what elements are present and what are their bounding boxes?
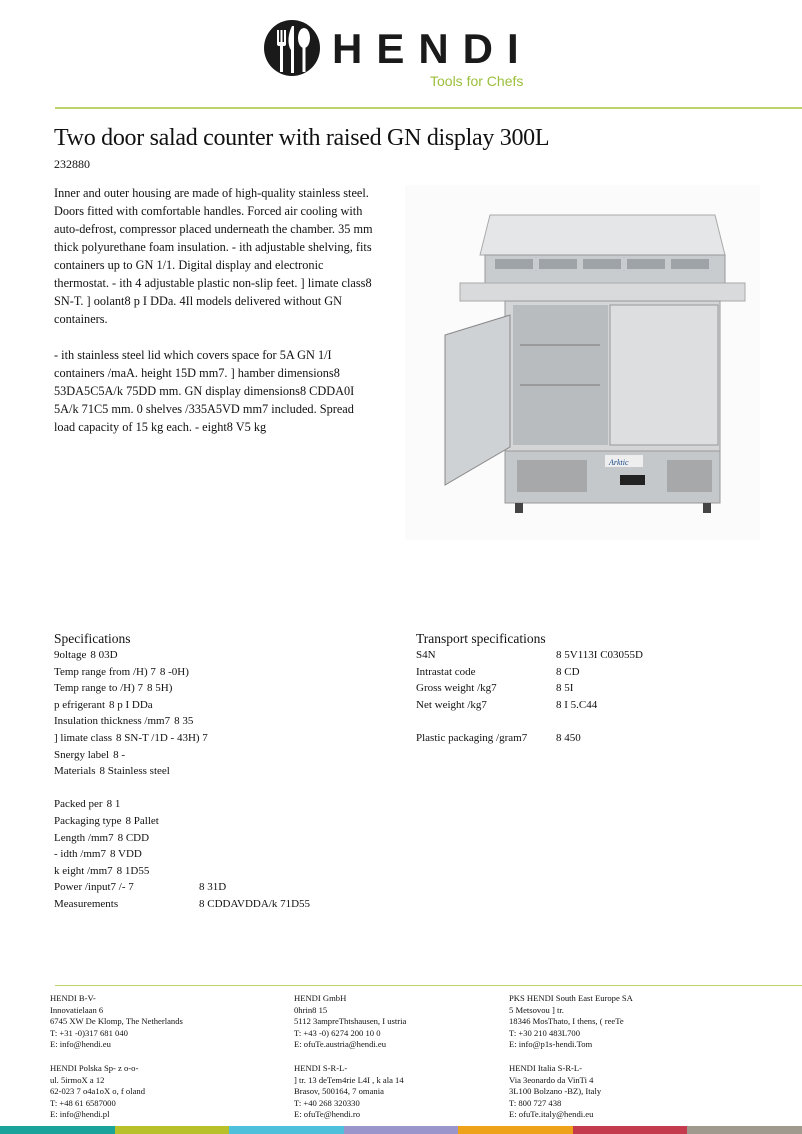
spec-value: 8 1D55: [116, 864, 150, 877]
footer-divider: [55, 985, 802, 986]
footer-address: [294, 1063, 406, 1121]
footer-line: HENDI GmbH: [294, 993, 347, 1003]
footer-line: 5 Metsovou ] tr.: [509, 1004, 564, 1015]
spec-row: [54, 879, 310, 896]
spec-value: 8 450: [556, 731, 581, 744]
spec-value: 8 31D: [199, 881, 227, 894]
footer-line: PKS HENDI South East Europe SA: [509, 993, 633, 1003]
footer-line: 18346 MosThato, I thens, ( reeTe: [509, 1016, 624, 1027]
spec-label: Gross weight /kg7: [416, 682, 497, 695]
spec-label: p efrigerant: [54, 698, 105, 711]
footer-line: 5112 3ampreThtshausen, I ustria: [294, 1016, 407, 1027]
spec-label: Packaging type: [54, 814, 122, 827]
footer-line: E: ofuTe.italy@hendi.eu: [509, 1109, 594, 1120]
spec-row: [54, 697, 310, 714]
spec-value: 8 5I: [556, 682, 574, 695]
footer-line: E: info@p1s-hendi.Tom: [509, 1039, 593, 1050]
product-title: Two door salad counter with raised GN display 300L: [54, 125, 550, 151]
spec-row: [54, 664, 310, 681]
spec-label: - idth /mm7: [54, 848, 106, 861]
transport-heading: Transport specifications: [416, 631, 546, 646]
footer-line: 0hrin8 15: [294, 1004, 328, 1015]
spec-label: Packed per: [54, 798, 103, 811]
footer-line: E: ofuTe.austria@hendi.eu: [294, 1039, 387, 1050]
footer-line: HENDI S-R-L-: [294, 1062, 348, 1073]
footer-line: 6745 XW De Klomp, The Netherlands: [50, 1016, 183, 1027]
footer-line: HENDI Italia S-R-L-: [509, 1062, 583, 1073]
header-divider: [55, 107, 802, 109]
footer-column: [294, 993, 406, 1133]
color-bar-segment: [687, 1126, 802, 1134]
spec-row: [54, 647, 310, 664]
description-paragraph: - ith stainless steel lid which covers space for 5A GN 1/I containers /maA. height 15D mm7. ] hamber dimensions8 53DA5C5A/k 75DD mm. GN display dimensions8 CDDA0I 5A/k 71C5 mm. 0 shelves /335A5VD mm7 included. Spread load capacity of 15 kg each. - eight8 V5 kg: [54, 348, 355, 434]
spec-row: [54, 846, 310, 863]
spec-row: [54, 713, 310, 730]
color-bar-segment: [573, 1126, 688, 1134]
specifications-heading: Specifications: [54, 631, 131, 646]
footer-line: T: +43 -0) 6274 200 10 0: [294, 1027, 381, 1038]
spec-value: 8 -0H): [159, 665, 189, 678]
footer-line: T: +31 -0)317 681 040: [50, 1027, 128, 1038]
spec-label: 9oltage: [54, 649, 87, 661]
spec-label: Insulation thickness /mm7: [54, 715, 171, 728]
product-code: 232880: [54, 157, 90, 171]
spec-row: [54, 730, 310, 747]
footer-line: E: info@hendi.pl: [50, 1109, 110, 1120]
spec-row: [54, 763, 310, 780]
footer-address: [509, 993, 633, 1051]
footer-column: [50, 993, 183, 1133]
color-bar-segment: [115, 1126, 230, 1134]
spec-value: 8 Pallet: [125, 814, 159, 827]
footer-line: E: ofuTe@hendi.ro: [294, 1109, 361, 1120]
footer-address: [509, 1063, 633, 1121]
spec-row: [416, 647, 643, 664]
transport-section: [416, 630, 643, 747]
hendi-logo: [262, 18, 552, 78]
spec-value: 8 1: [106, 798, 121, 811]
spec-label: Snergy label: [54, 748, 110, 761]
spec-label: Length /mm7: [54, 831, 114, 844]
footer-address: [50, 993, 183, 1051]
spec-label: Intrastat code: [416, 665, 476, 678]
spec-value: 8 5V113I C03055D: [556, 649, 643, 661]
spec-value: 8 -: [113, 748, 126, 761]
spec-row: [416, 697, 643, 714]
spec-row: [54, 896, 310, 913]
specifications-section: [54, 630, 310, 913]
spec-label: Net weight /kg7: [416, 698, 487, 711]
spec-row: [416, 664, 643, 681]
footer-line: Innovatielaan 6: [50, 1004, 104, 1015]
tagline: Tools for Chefs: [430, 73, 524, 89]
spec-row: [54, 796, 310, 813]
color-bar-segment: [458, 1126, 573, 1134]
footer-line: HENDI B-V-: [50, 993, 96, 1003]
footer-line: T: +48 61 6587000: [50, 1097, 116, 1108]
footer-line: ul. 5irmoX a 12: [50, 1074, 105, 1085]
brand-name: HENDI: [332, 25, 533, 72]
footer-line: 3L100 Bolzano -BZ), Italy: [509, 1086, 602, 1097]
footer-line: ] tr. 13 deTem4rie L4I , k ala 14: [294, 1074, 404, 1085]
spec-value: 8 5H): [147, 682, 173, 695]
spec-value: 8 CD: [556, 665, 580, 678]
spec-value: 8 p I DDa: [109, 698, 153, 711]
spec-value: 8 35: [174, 715, 194, 728]
color-bar-segment: [0, 1126, 115, 1134]
footer-line: T: +40 268 320330: [294, 1097, 360, 1108]
spec-label: Power /input7 /- 7: [54, 881, 134, 894]
footer-line: Brasov, 500164, 7 omania: [294, 1086, 384, 1097]
spec-label: Measurements: [54, 897, 119, 910]
spec-value: 8 03D: [90, 649, 118, 661]
spec-label: S4N: [416, 649, 436, 661]
footer-address: [50, 1063, 183, 1121]
spec-row: [54, 863, 310, 880]
spec-value: 8 Stainless steel: [99, 765, 170, 778]
footer-line: T: 800 727 438: [509, 1097, 562, 1108]
spec-value: 8 CDDAVDDA/k 71D55: [199, 897, 311, 910]
product-badge: Arktic: [609, 458, 629, 467]
spec-label: Plastic packaging /gram7: [416, 731, 528, 744]
spec-value: 8 CDD: [117, 831, 150, 844]
spec-row: [54, 830, 310, 847]
spec-label: ] limate class: [54, 731, 113, 744]
spec-row: [54, 747, 310, 764]
color-bar: [0, 1126, 802, 1134]
footer-line: HENDI Polska Sp- z o-o-: [50, 1062, 139, 1073]
spec-label: k eight /mm7: [54, 864, 113, 877]
footer-line: 62-023 7 o4a1oX o, f oland: [50, 1086, 145, 1097]
product-description: [54, 184, 374, 454]
footer-column: [509, 993, 633, 1133]
spec-row: [416, 680, 643, 697]
spec-row: [416, 730, 643, 747]
description-paragraph: Inner and outer housing are made of high-quality stainless steel. Doors fitted with comfortable handles. Forced air cooling with auto-defrost, compressor placed underneath the chamber. 35 mm thick polyurethane foam insulation. - ith adjustable shelving, fits containers up to GN 1/1. Digital display and electronic thermostat. - ith 4 adjustable plastic non-slip feet. ] limate class8 SN-T. ] oolant8 p I DDa. 4Il models delivered without GN containers.: [54, 186, 373, 326]
color-bar-segment: [344, 1126, 459, 1134]
spec-label: Materials: [54, 765, 96, 778]
footer-line: T: +30 210 483L700: [509, 1027, 581, 1038]
footer-address: [294, 993, 406, 1051]
spec-value: 8 I 5.C44: [556, 698, 598, 711]
product-image: [405, 185, 760, 540]
footer-line: Via 3eonardo da VinTi 4: [509, 1074, 594, 1085]
spec-label: Temp range from /H) 7: [54, 665, 156, 678]
spec-value: 8 VDD: [109, 848, 142, 861]
color-bar-segment: [229, 1126, 344, 1134]
spec-row: [54, 813, 310, 830]
spec-value: 8 SN-T /1D - 43H) 7: [116, 731, 208, 744]
spec-row: [54, 680, 310, 697]
spec-label: Temp range to /H) 7: [54, 682, 144, 695]
footer-line: E: info@hendi.eu: [50, 1039, 111, 1050]
